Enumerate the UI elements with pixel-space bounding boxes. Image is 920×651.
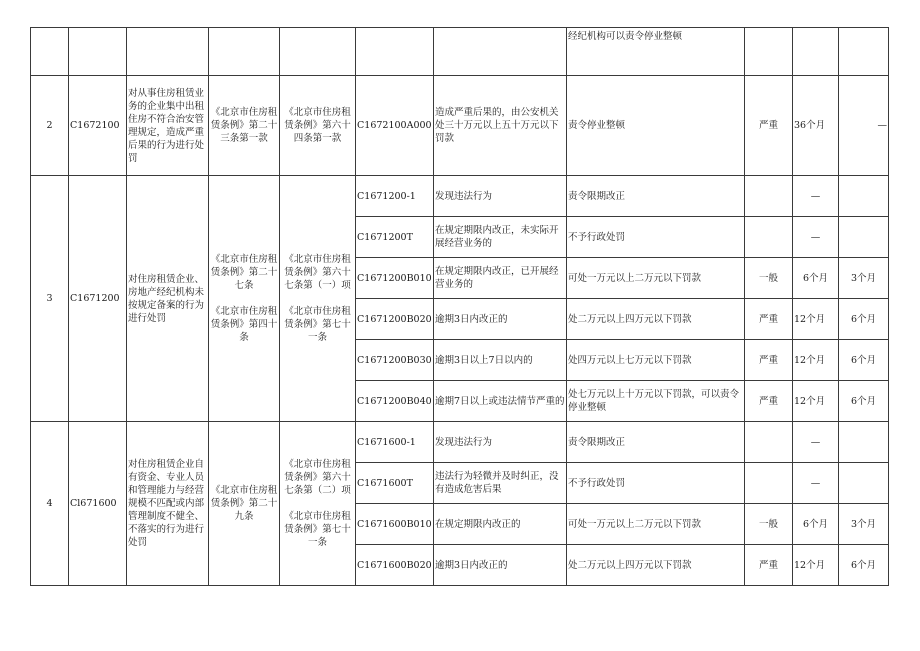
measure-cell: 不予行政处罚 bbox=[567, 217, 745, 258]
period-1: 6个月 bbox=[793, 504, 839, 545]
circumstance: 发现违法行为 bbox=[434, 422, 567, 463]
legal-basis-violation bbox=[209, 176, 280, 422]
item-code: C1671200 bbox=[69, 176, 127, 422]
measure-cell: 处二万元以上四万元以下罚款 bbox=[567, 299, 745, 340]
period-2: 3个月 bbox=[839, 258, 889, 299]
legal-basis-text: 《北京市住房租赁条例》第二十七条 bbox=[210, 254, 278, 291]
item-code: C1672100 bbox=[69, 76, 127, 176]
item-number: 2 bbox=[31, 76, 69, 176]
sub-code: C1671200B040 bbox=[356, 381, 434, 422]
circumstance: 发现违法行为 bbox=[434, 176, 567, 217]
period-1: 12个月 bbox=[793, 545, 839, 586]
period-1: 36个月 bbox=[793, 76, 839, 176]
measure-cell: 处四万元以上七万元以下罚款 bbox=[567, 340, 745, 381]
violation-description: 对住房租赁企业、房地产经纪机构未按规定备案的行为进行处罚 bbox=[127, 176, 209, 422]
circumstance: 造成严重后果的，由公安机关处三十万元以上五十万元以下罚款 bbox=[434, 76, 567, 176]
sub-code: C1672100A000 bbox=[356, 76, 434, 176]
circumstance: 逾期3日以上7日以内的 bbox=[434, 340, 567, 381]
sub-code: C1671200B020 bbox=[356, 299, 434, 340]
severity-level bbox=[745, 176, 793, 217]
item-code: Cl671600 bbox=[69, 422, 127, 586]
period-2: — bbox=[839, 76, 889, 176]
sub-code: C1671200-1 bbox=[356, 176, 434, 217]
circumstance: 在规定期限内改正的 bbox=[434, 504, 567, 545]
period-2 bbox=[839, 217, 889, 258]
period-2: 6个月 bbox=[839, 381, 889, 422]
severity-level: 严重 bbox=[745, 381, 793, 422]
sub-code: C1671600B010 bbox=[356, 504, 434, 545]
circumstance: 逾期3日内改正的 bbox=[434, 545, 567, 586]
severity-level bbox=[745, 422, 793, 463]
severity-level: 严重 bbox=[745, 545, 793, 586]
period-1: — bbox=[793, 176, 839, 217]
period-2 bbox=[839, 463, 889, 504]
sub-code: C1671600T bbox=[356, 463, 434, 504]
legal-basis-violation: 《北京市住房租赁条例》第二十九条 bbox=[209, 422, 280, 586]
circumstance: 逾期3日内改正的 bbox=[434, 299, 567, 340]
period-2 bbox=[839, 422, 889, 463]
measure-cell: 经纪机构可以责令停业整顿 bbox=[567, 28, 745, 76]
period-1: 12个月 bbox=[793, 340, 839, 381]
table-row bbox=[31, 28, 889, 76]
legal-basis-penalty bbox=[280, 422, 356, 586]
period-2: 3个月 bbox=[839, 504, 889, 545]
circumstance: 在规定期限内改正，已开展经营业务的 bbox=[434, 258, 567, 299]
measure-cell: 责令限期改正 bbox=[567, 176, 745, 217]
period-2: 6个月 bbox=[839, 545, 889, 586]
period-1: 12个月 bbox=[793, 299, 839, 340]
period-1: — bbox=[793, 463, 839, 504]
circumstance: 逾期7日以上或违法情节严重的 bbox=[434, 381, 567, 422]
circumstance: 违法行为轻微并及时纠正，没有造成危害后果 bbox=[434, 463, 567, 504]
severity-level: 一般 bbox=[745, 258, 793, 299]
period-2: 6个月 bbox=[839, 299, 889, 340]
sub-code: C1671600-1 bbox=[356, 422, 434, 463]
circumstance: 在规定期限内改正，未实际开展经营业务的 bbox=[434, 217, 567, 258]
severity-level bbox=[745, 217, 793, 258]
severity-level: 一般 bbox=[745, 504, 793, 545]
measure-cell: 不予行政处罚 bbox=[567, 463, 745, 504]
item-number: 3 bbox=[31, 176, 69, 422]
sub-code: C1671200B030 bbox=[356, 340, 434, 381]
measure-cell: 可处一万元以上二万元以下罚款 bbox=[567, 258, 745, 299]
severity-level: 严重 bbox=[745, 340, 793, 381]
period-1: 6个月 bbox=[793, 258, 839, 299]
severity-level: 严重 bbox=[745, 76, 793, 176]
measure-cell: 处二万元以上四万元以下罚款 bbox=[567, 545, 745, 586]
sub-code: C1671600B020 bbox=[356, 545, 434, 586]
legal-basis-text: 《北京市住房租赁条例》第六十七条第（二）项 bbox=[284, 459, 351, 496]
sub-code: C1671200T bbox=[356, 217, 434, 258]
table-row bbox=[31, 422, 889, 463]
measure-cell: 责令限期改正 bbox=[567, 422, 745, 463]
legal-basis-penalty bbox=[280, 176, 356, 422]
legal-basis-penalty: 《北京市住房租赁条例》第六十四条第一款 bbox=[280, 76, 356, 176]
measure-cell: 处七万元以上十万元以下罚款，可以责令停业整顿 bbox=[567, 381, 745, 422]
period-1: — bbox=[793, 422, 839, 463]
severity-level bbox=[745, 463, 793, 504]
period-2 bbox=[839, 176, 889, 217]
table-row bbox=[31, 176, 889, 217]
legal-basis-text: 《北京市住房租赁条例》第六十七条第（一）项 bbox=[284, 254, 351, 291]
legal-basis-text: 《北京市住房租赁条例》第七十一条 bbox=[284, 511, 351, 548]
legal-basis-text: 《北京市住房租赁条例》第四十条 bbox=[210, 306, 278, 343]
item-number: 4 bbox=[31, 422, 69, 586]
measure-cell: 可处一万元以上二万元以下罚款 bbox=[567, 504, 745, 545]
penalty-standards-table bbox=[30, 27, 889, 586]
violation-description: 对从事住房租赁业务的企业集中出租住房不符合治安管理规定，造成严重后果的行为进行处罚 bbox=[127, 76, 209, 176]
severity-level: 严重 bbox=[745, 299, 793, 340]
period-1: 12个月 bbox=[793, 381, 839, 422]
violation-description: 对住房租赁企业自有资金、专业人员和管理能力与经营规模不匹配或内部管理制度不健全、不落实的行为进行处罚 bbox=[127, 422, 209, 586]
sub-code: C1671200B010 bbox=[356, 258, 434, 299]
measure-cell: 责令停业整顿 bbox=[567, 76, 745, 176]
period-1: — bbox=[793, 217, 839, 258]
period-2: 6个月 bbox=[839, 340, 889, 381]
legal-basis-violation: 《北京市住房租赁条例》第二十三条第一款 bbox=[209, 76, 280, 176]
table-row bbox=[31, 76, 889, 176]
legal-basis-text: 《北京市住房租赁条例》第七十一条 bbox=[284, 306, 351, 343]
